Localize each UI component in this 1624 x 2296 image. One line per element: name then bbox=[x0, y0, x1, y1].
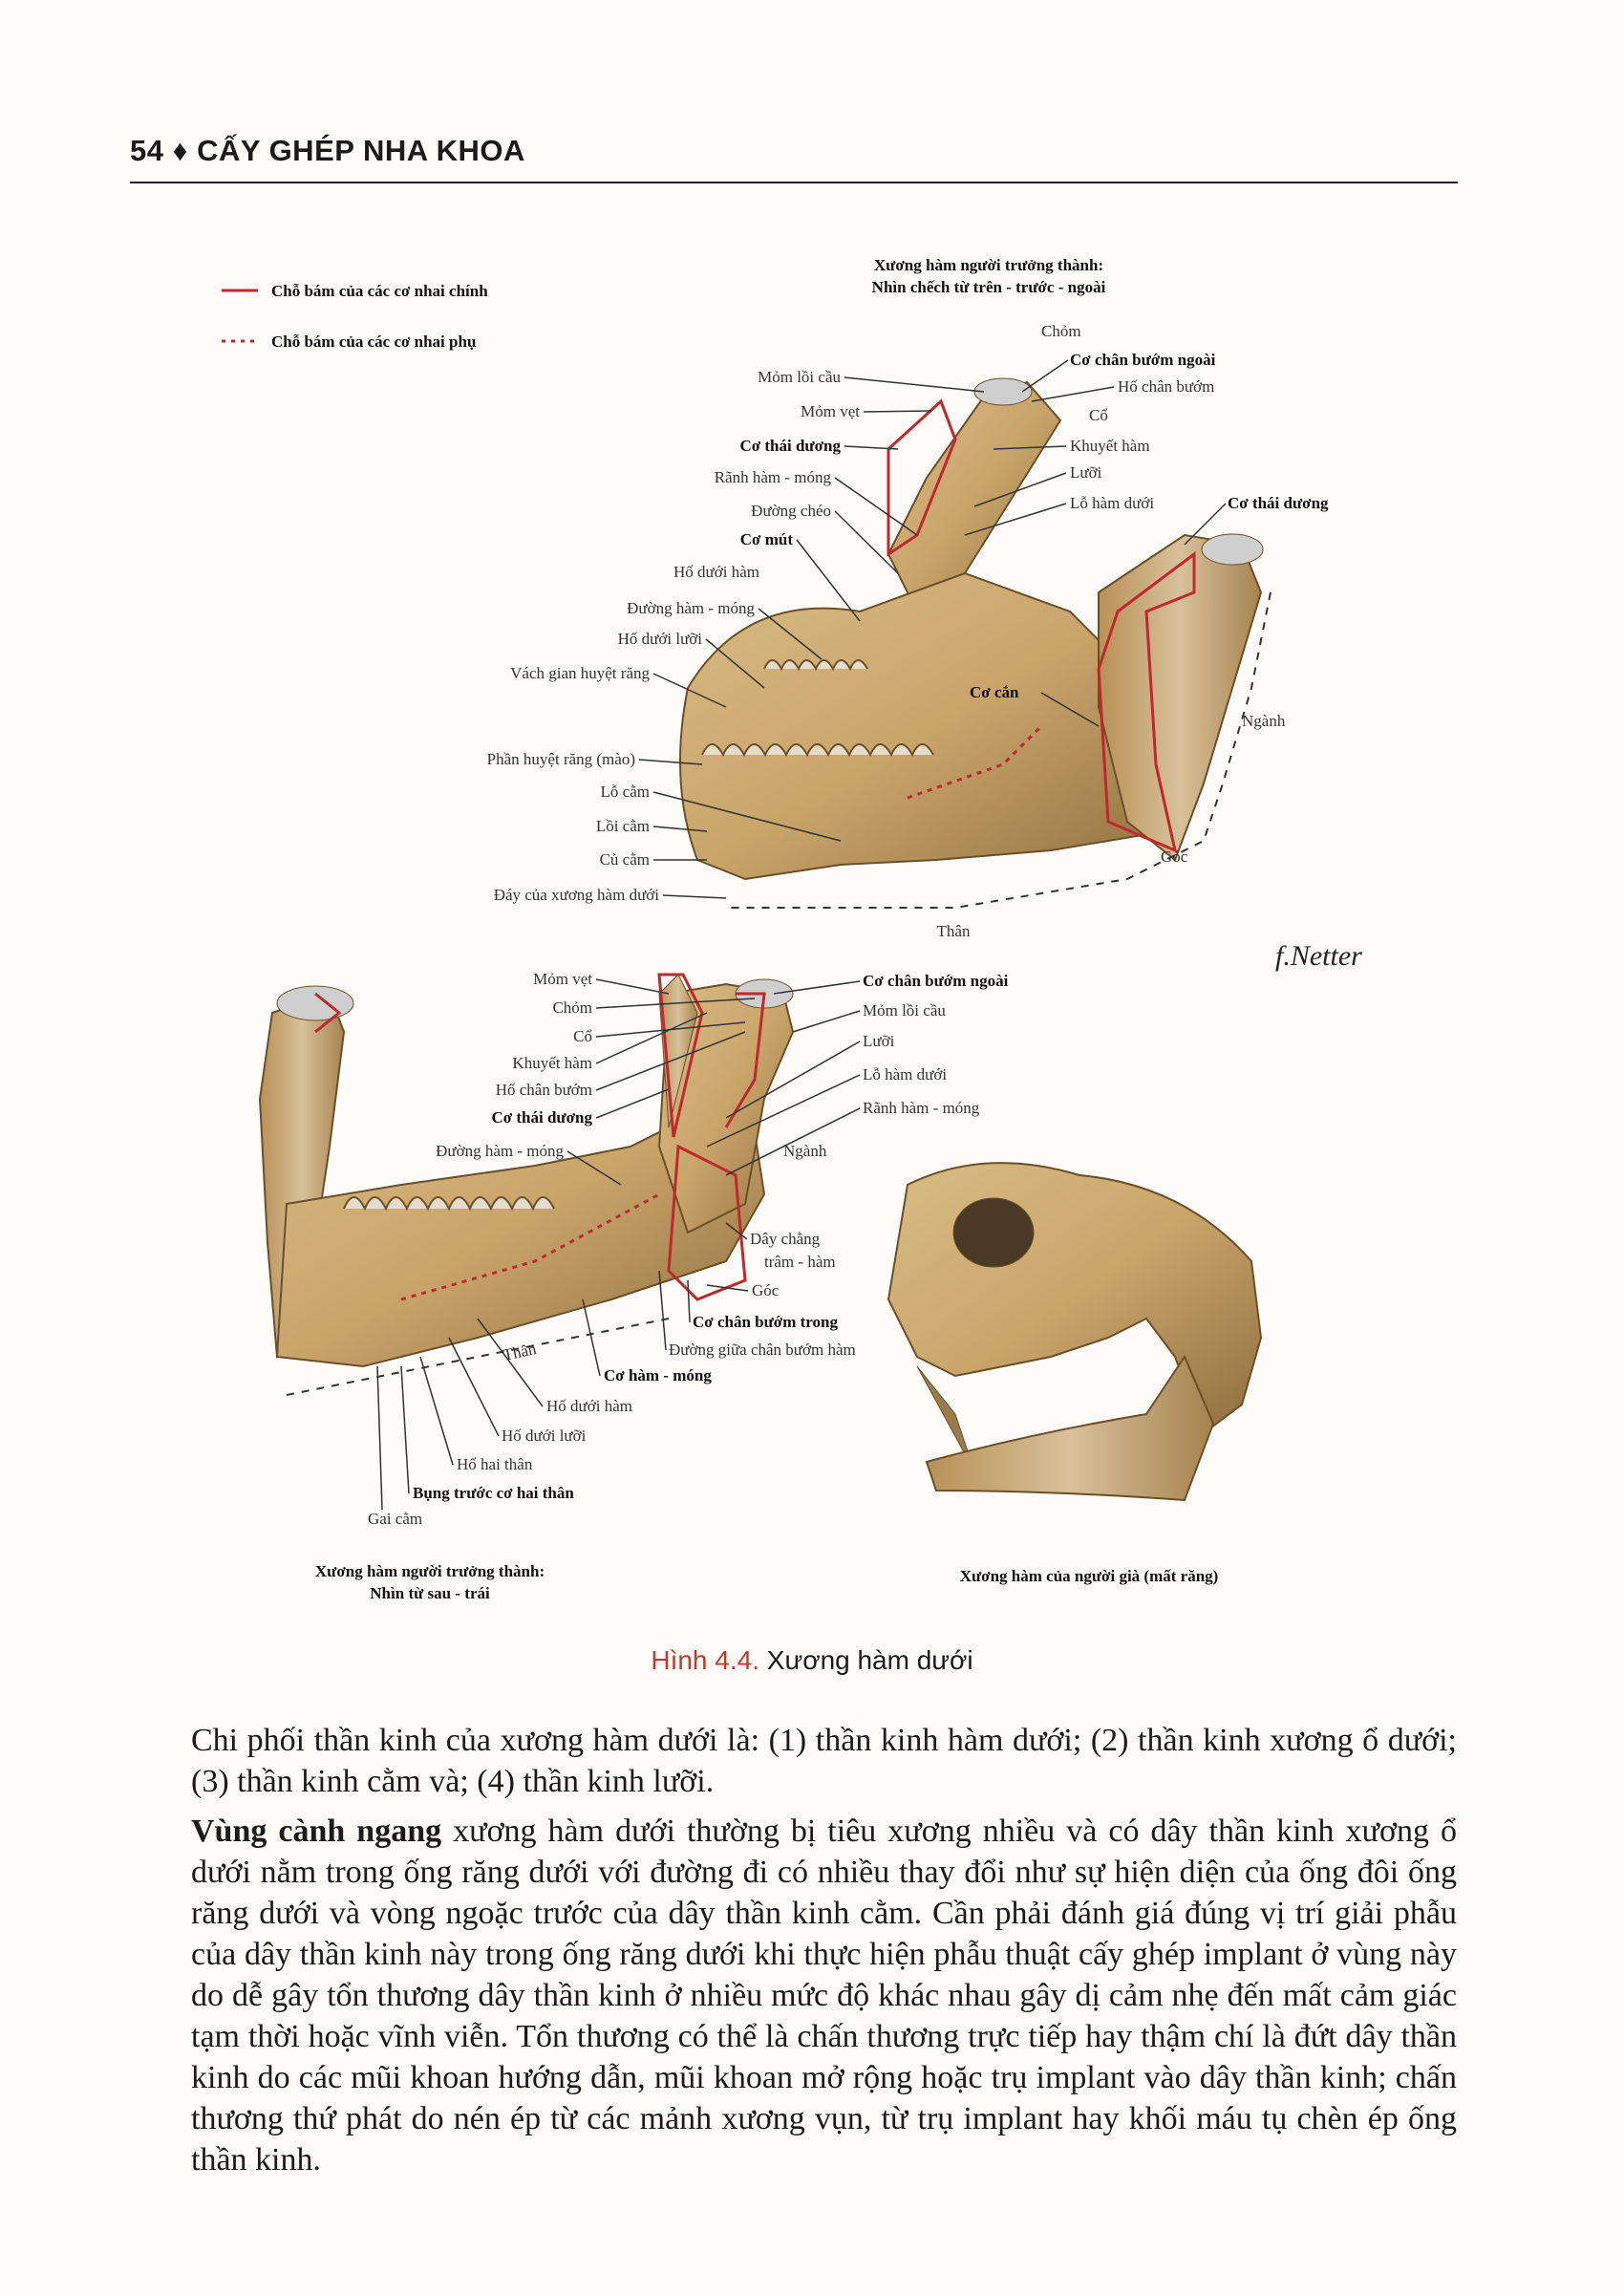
figure-caption bbox=[0, 1645, 1624, 1676]
lbl-mylohyoid-groove: Rãnh hàm - móng bbox=[714, 468, 831, 486]
lbl-pv-digastric: Bụng trước cơ hai thân bbox=[413, 1484, 574, 1502]
body-text bbox=[191, 1720, 1457, 2189]
lbl-mental-protuberance: Lồi cằm bbox=[595, 817, 650, 835]
paragraph-1: Chi phối thần kinh của xương hàm dưới là: (1) thần kinh hàm dưới; (2) thần kinh xương ổ dưới; (3) thần kinh cằm và; (4) thần kinh lưỡi. bbox=[191, 1723, 1457, 1799]
lbl-pv-pterygomandibular: Đường giữa chân bướm hàm bbox=[669, 1341, 856, 1359]
paragraph-2-lead: Vùng cành ngang bbox=[191, 1813, 442, 1849]
lbl-lingula: Lưỡi bbox=[1070, 463, 1102, 482]
lbl-alveolar-part: Phần huyệt răng (mào) bbox=[486, 750, 635, 768]
edentulous-mandible bbox=[927, 1357, 1213, 1500]
lbl-mental-foramen: Lỗ cằm bbox=[600, 783, 650, 801]
lbl-pv-ligament-2: trâm - hàm bbox=[764, 1253, 836, 1271]
lbl-masseter: Cơ cắn bbox=[970, 683, 1019, 701]
lbl-neck: Cổ bbox=[1089, 406, 1108, 424]
elderly-view-title: Xương hàm của người già (mất răng) bbox=[959, 1567, 1219, 1585]
top-view-title-2: Nhìn chếch từ trên - trước - ngoài bbox=[871, 278, 1106, 296]
posterior-view-title-1: Xương hàm người trưởng thành: bbox=[314, 1562, 545, 1580]
lbl-lateral-pterygoid: Cơ chân bướm ngoài bbox=[1070, 351, 1216, 369]
lbl-base-of-mandible: Đáy của xương hàm dưới bbox=[493, 886, 659, 904]
lbl-pv-head: Chỏm bbox=[552, 998, 592, 1017]
paragraph-2-text: xương hàm dưới thường bị tiêu xương nhiều và có dây thần kinh xương ổ dưới nằm trong ống răng dưới với đường đi có nhiều thay đổi như sự hiện diện của ống đôi ống răng dưới và vòng ngoặc trước của dây thần kinh cằm. Cần phải đánh giá đúng vị trí giải phẫu của dây thần kinh này trong ống răng dưới khi thực hiện phẫu thuật cấy ghép implant ở vùng này do dễ gây tổn thương dây thần kinh ở nhiều mức độ khác nhau gây dị cảm nhẹ đến mất cảm giác tạm thời hoặc vĩnh viễn. Tổn thương có thể là chấn thương trực tiếp hay thậm chí là đứt dây thần kinh do các mũi khoan hướng dẫn, mũi khoan mở rộng hoặc trụ implant vào dây thần kinh; chấn thương thứ phát do nén ép từ các mảnh xương vụn, từ trụ implant hay khối máu tụ chèn ép ống thần kinh. bbox=[191, 1813, 1457, 2178]
book-title: CẤY GHÉP NHA KHOA bbox=[197, 134, 525, 167]
lbl-pv-mylohyoid-line: Đường hàm - móng bbox=[436, 1142, 564, 1160]
top-view-title-1: Xương hàm người trưởng thành: bbox=[873, 256, 1104, 274]
page-number: 54 bbox=[130, 134, 164, 167]
lbl-pv-medial-pterygoid: Cơ chân bướm trong bbox=[693, 1313, 838, 1331]
lbl-pv-ligament-1: Dây chằng bbox=[750, 1230, 821, 1248]
lbl-mylohyoid-line: Đường hàm - móng bbox=[627, 599, 755, 617]
lbl-pterygoid-fovea: Hố chân bướm bbox=[1118, 377, 1215, 396]
legend-main-label: Chỗ bám của các cơ nhai chính bbox=[271, 282, 488, 300]
lbl-pv-submandibular: Hố dưới hàm bbox=[546, 1397, 632, 1415]
posterior-view-title-2: Nhìn từ sau - trái bbox=[370, 1584, 490, 1602]
lbl-head: Chỏm bbox=[1041, 322, 1081, 340]
elderly-mandible-view bbox=[888, 1163, 1261, 1585]
lbl-interalveolar-septum: Vách gian huyệt răng bbox=[510, 664, 650, 682]
lbl-pv-condylar: Mỏm lồi cầu bbox=[863, 1001, 946, 1019]
lbl-angle: Góc bbox=[1161, 848, 1188, 866]
lbl-body: Thân bbox=[936, 922, 971, 940]
illustrator-signature: f.Netter bbox=[1275, 940, 1362, 972]
lbl-mental-tubercle: Củ cằm bbox=[599, 850, 650, 869]
lbl-oblique-line: Đường chéo bbox=[751, 502, 831, 520]
header-separator: ♦ bbox=[172, 134, 188, 167]
lbl-mandibular-notch: Khuyết hàm bbox=[1070, 437, 1150, 455]
paragraph-2 bbox=[191, 1811, 1457, 2180]
lbl-pv-notch: Khuyết hàm bbox=[512, 1054, 592, 1072]
lbl-pv-genial-tubercle: Gai cằm bbox=[368, 1510, 423, 1528]
lbl-pv-body: Thân bbox=[501, 1340, 539, 1364]
lbl-pv-angle: Góc bbox=[752, 1281, 780, 1299]
lbl-temporalis-right: Cơ thái dương bbox=[1228, 494, 1329, 512]
lbl-pv-foramen: Lỗ hàm dưới bbox=[863, 1065, 948, 1084]
elderly-skull bbox=[888, 1163, 1261, 1433]
legend-secondary-label: Chỗ bám của các cơ nhai phụ bbox=[271, 333, 477, 351]
lbl-pv-sublingual: Hố dưới lưỡi bbox=[502, 1427, 587, 1445]
orbit bbox=[953, 1198, 1034, 1267]
lbl-submandibular-fossa: Hố dưới hàm bbox=[673, 563, 759, 581]
right-condyle bbox=[1202, 534, 1263, 565]
lbl-temporalis: Cơ thái dương bbox=[739, 437, 841, 455]
lbl-pv-groove: Rãnh hàm - móng bbox=[863, 1099, 980, 1117]
lbl-pv-coronoid: Mỏm vẹt bbox=[533, 970, 592, 988]
lbl-pv-neck: Cổ bbox=[573, 1027, 592, 1045]
lbl-sublingual-fossa: Hố dưới lưỡi bbox=[617, 630, 702, 648]
lbl-pv-ramus: Ngành bbox=[783, 1142, 827, 1160]
lbl-buccinator: Cơ mút bbox=[739, 530, 793, 548]
lbl-pv-lingula: Lưỡi bbox=[863, 1032, 895, 1050]
lbl-coronoid-process: Mỏm vẹt bbox=[801, 402, 860, 420]
lbl-pv-mylohyoid: Cơ hàm - móng bbox=[604, 1366, 712, 1384]
figure-legend bbox=[222, 282, 488, 351]
lbl-pv-lateral-pterygoid: Cơ chân bướm ngoài bbox=[863, 972, 1009, 990]
figure-number: Hình 4.4. bbox=[651, 1645, 759, 1675]
lbl-mandibular-foramen: Lỗ hàm dưới bbox=[1070, 494, 1155, 512]
lbl-pv-temporalis: Cơ thái dương bbox=[491, 1108, 592, 1127]
lbl-ramus: Ngành bbox=[1242, 712, 1286, 730]
lbl-condylar-process: Mỏm lồi cầu bbox=[758, 368, 841, 386]
lbl-pv-digastric-fossa: Hố hai thân bbox=[457, 1455, 533, 1473]
figure-caption-text: Xương hàm dưới bbox=[766, 1645, 973, 1675]
mandible-top-view bbox=[487, 256, 1362, 972]
lbl-pv-fovea: Hố chân bướm bbox=[495, 1081, 592, 1099]
